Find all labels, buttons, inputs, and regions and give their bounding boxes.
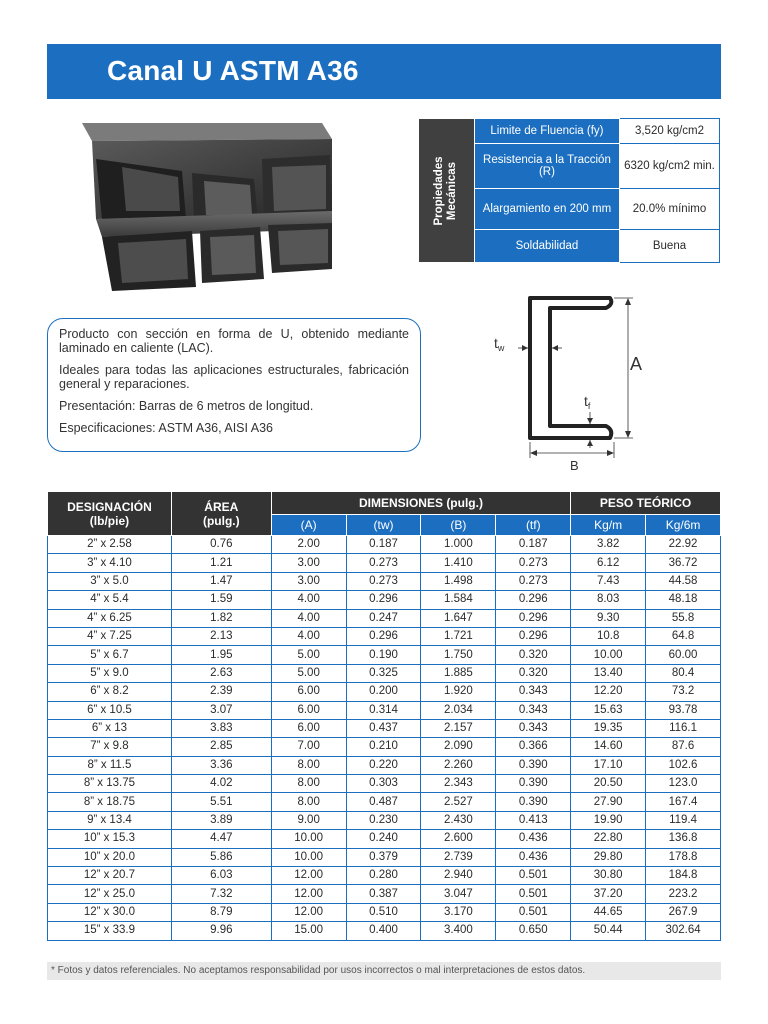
table-cell: 50.44 <box>571 922 646 940</box>
header-dimensiones: DIMENSIONES (pulg.) <box>271 492 571 515</box>
table-cell: 0.390 <box>496 756 571 774</box>
table-cell: 2.13 <box>171 627 271 645</box>
table-cell: 5.00 <box>271 664 346 682</box>
table-cell: 0.273 <box>346 572 421 590</box>
table-cell: 2” x 2.58 <box>48 536 172 554</box>
table-row <box>48 885 721 903</box>
table-cell: 6.12 <box>571 554 646 572</box>
table-cell: 0.296 <box>496 627 571 645</box>
table-cell: 0.187 <box>496 536 571 554</box>
table-cell: 0.273 <box>496 572 571 590</box>
property-label: Soldabilidad <box>474 230 619 263</box>
table-cell: 87.6 <box>646 738 721 756</box>
table-cell: 12” x 25.0 <box>48 885 172 903</box>
header-area <box>171 492 271 536</box>
table-cell: 73.2 <box>646 683 721 701</box>
table-cell: 102.6 <box>646 756 721 774</box>
table-cell: 20.50 <box>571 775 646 793</box>
table-cell: 4.47 <box>171 830 271 848</box>
table-row <box>48 811 721 829</box>
table-cell: 5.86 <box>171 848 271 866</box>
property-value: Buena <box>620 230 720 263</box>
table-cell: 0.343 <box>496 683 571 701</box>
table-cell: 3.36 <box>171 756 271 774</box>
dimensions-table <box>47 491 721 941</box>
table-cell: 37.20 <box>571 885 646 903</box>
table-cell: 2.260 <box>421 756 496 774</box>
table-row <box>48 793 721 811</box>
table-cell: 0.190 <box>346 646 421 664</box>
table-cell: 184.8 <box>646 867 721 885</box>
table-row <box>48 627 721 645</box>
table-cell: 48.18 <box>646 591 721 609</box>
table-cell: 0.273 <box>346 554 421 572</box>
table-row <box>48 756 721 774</box>
table-cell: 4” x 7.25 <box>48 627 172 645</box>
subheader-kg-m: Kg/m <box>571 515 646 536</box>
table-cell: 0.390 <box>496 793 571 811</box>
table-cell: 0.296 <box>346 591 421 609</box>
table-cell: 6” x 13 <box>48 719 172 737</box>
table-cell: 7.32 <box>171 885 271 903</box>
table-cell: 1.647 <box>421 609 496 627</box>
table-cell: 9” x 13.4 <box>48 811 172 829</box>
table-cell: 22.92 <box>646 536 721 554</box>
group-label-line2: Mecánicas <box>446 161 459 220</box>
table-row <box>48 830 721 848</box>
table-cell: 2.600 <box>421 830 496 848</box>
table-cell: 10” x 20.0 <box>48 848 172 866</box>
table-cell: 0.273 <box>496 554 571 572</box>
table-cell: 5” x 6.7 <box>48 646 172 664</box>
table-cell: 4.00 <box>271 591 346 609</box>
table-cell: 14.60 <box>571 738 646 756</box>
table-row <box>48 683 721 701</box>
header-designacion-line1: DESIGNACIÓN <box>67 499 152 514</box>
property-label: Resistencia a la Tracción (R) <box>474 144 619 189</box>
table-cell: 13.40 <box>571 664 646 682</box>
table-cell: 0.379 <box>346 848 421 866</box>
table-row <box>48 572 721 590</box>
table-cell: 64.8 <box>646 627 721 645</box>
table-cell: 0.320 <box>496 664 571 682</box>
table-cell: 0.247 <box>346 609 421 627</box>
table-cell: 0.187 <box>346 536 421 554</box>
table-cell: 5.00 <box>271 646 346 664</box>
table-cell: 2.39 <box>171 683 271 701</box>
table-cell: 2.090 <box>421 738 496 756</box>
table-cell: 4.00 <box>271 609 346 627</box>
table-cell: 44.58 <box>646 572 721 590</box>
property-value: 3,520 kg/cm2 <box>620 119 720 144</box>
table-row <box>48 591 721 609</box>
table-cell: 12.00 <box>271 903 346 921</box>
tw-subscript: w <box>497 343 505 353</box>
table-cell: 0.437 <box>346 719 421 737</box>
table-cell: 0.296 <box>346 627 421 645</box>
table-cell: 8.03 <box>571 591 646 609</box>
table-cell: 1.885 <box>421 664 496 682</box>
table-cell: 0.303 <box>346 775 421 793</box>
property-label: Alargamiento en 200 mm <box>474 189 619 230</box>
table-cell: 1.498 <box>421 572 496 590</box>
table-cell: 3.170 <box>421 903 496 921</box>
table-cell: 4.00 <box>271 627 346 645</box>
table-cell: 1.21 <box>171 554 271 572</box>
header-area-line2: (pulg.) <box>202 513 240 528</box>
table-cell: 3.400 <box>421 922 496 940</box>
table-cell: 5” x 9.0 <box>48 664 172 682</box>
table-cell: 1.82 <box>171 609 271 627</box>
table-row <box>48 609 721 627</box>
disclaimer-footer: * Fotos y datos referenciales. No aceptamos responsabilidad por usos incorrectos o mal interpretaciones de estos datos. <box>47 962 721 980</box>
property-value: 6320 kg/cm2 min. <box>620 144 720 189</box>
table-cell: 3.00 <box>271 572 346 590</box>
table-cell: 2.940 <box>421 867 496 885</box>
table-cell: 0.210 <box>346 738 421 756</box>
table-cell: 12.20 <box>571 683 646 701</box>
description-paragraph: Ideales para todas las aplicaciones estructurales, fabricación general y reparaciones. <box>59 363 409 391</box>
table-cell: 119.4 <box>646 811 721 829</box>
table-cell: 2.157 <box>421 719 496 737</box>
table-row <box>48 719 721 737</box>
table-cell: 0.220 <box>346 756 421 774</box>
table-row <box>48 775 721 793</box>
table-cell: 6.00 <box>271 701 346 719</box>
table-cell: 0.390 <box>496 775 571 793</box>
table-cell: 7.00 <box>271 738 346 756</box>
table-cell: 0.343 <box>496 701 571 719</box>
channel-section-diagram <box>488 290 658 475</box>
table-cell: 0.487 <box>346 793 421 811</box>
table-cell: 9.96 <box>171 922 271 940</box>
table-row <box>48 664 721 682</box>
table-cell: 2.343 <box>421 775 496 793</box>
table-cell: 12.00 <box>271 867 346 885</box>
table-cell: 0.230 <box>346 811 421 829</box>
table-cell: 4” x 6.25 <box>48 609 172 627</box>
group-label-line1: Propiedades <box>433 155 446 226</box>
table-cell: 1.410 <box>421 554 496 572</box>
table-row <box>48 848 721 866</box>
table-cell: 167.4 <box>646 793 721 811</box>
table-cell: 55.8 <box>646 609 721 627</box>
title-bar <box>47 44 721 99</box>
header-designacion-line2: (lb/pie) <box>89 513 130 528</box>
product-description <box>47 318 421 452</box>
table-cell: 3” x 4.10 <box>48 554 172 572</box>
table-row <box>48 554 721 572</box>
table-cell: 0.501 <box>496 885 571 903</box>
table-cell: 0.366 <box>496 738 571 756</box>
table-cell: 0.501 <box>496 903 571 921</box>
properties-group-label <box>419 119 475 263</box>
table-cell: 123.0 <box>646 775 721 793</box>
table-cell: 6.00 <box>271 719 346 737</box>
table-cell: 7” x 9.8 <box>48 738 172 756</box>
svg-text:tw <box>494 335 505 353</box>
table-row <box>48 922 721 940</box>
table-cell: 9.00 <box>271 811 346 829</box>
property-value: 20.0% mínimo <box>620 189 720 230</box>
subheader-tw: (tw) <box>346 515 421 536</box>
table-cell: 27.90 <box>571 793 646 811</box>
table-cell: 7.43 <box>571 572 646 590</box>
table-cell: 2.527 <box>421 793 496 811</box>
table-cell: 3” x 5.0 <box>48 572 172 590</box>
table-cell: 0.501 <box>496 867 571 885</box>
dimension-a-label: A <box>630 354 643 374</box>
table-cell: 3.00 <box>271 554 346 572</box>
product-photo <box>82 119 332 291</box>
table-cell: 93.78 <box>646 701 721 719</box>
table-cell: 44.65 <box>571 903 646 921</box>
table-cell: 15.63 <box>571 701 646 719</box>
table-cell: 1.584 <box>421 591 496 609</box>
table-row <box>48 738 721 756</box>
table-cell: 6.03 <box>171 867 271 885</box>
table-cell: 3.82 <box>571 536 646 554</box>
table-cell: 0.296 <box>496 609 571 627</box>
table-cell: 0.320 <box>496 646 571 664</box>
table-cell: 60.00 <box>646 646 721 664</box>
table-cell: 1.920 <box>421 683 496 701</box>
svg-text:tf <box>584 393 591 411</box>
dimension-b-label: B <box>570 458 579 473</box>
table-cell: 8.00 <box>271 775 346 793</box>
table-cell: 1.000 <box>421 536 496 554</box>
table-cell: 0.240 <box>346 830 421 848</box>
table-cell: 3.07 <box>171 701 271 719</box>
table-cell: 0.343 <box>496 719 571 737</box>
table-cell: 6” x 10.5 <box>48 701 172 719</box>
table-cell: 3.047 <box>421 885 496 903</box>
table-cell: 19.90 <box>571 811 646 829</box>
table-cell: 8.00 <box>271 793 346 811</box>
table-cell: 12.00 <box>271 885 346 903</box>
subheader-tf: (tf) <box>496 515 571 536</box>
table-cell: 223.2 <box>646 885 721 903</box>
table-cell: 10.8 <box>571 627 646 645</box>
table-cell: 12” x 30.0 <box>48 903 172 921</box>
subheader-b: (B) <box>421 515 496 536</box>
description-paragraph: Presentación: Barras de 6 metros de longitud. <box>59 399 314 413</box>
table-row <box>48 867 721 885</box>
table-cell: 0.76 <box>171 536 271 554</box>
table-row <box>48 701 721 719</box>
tw-label: t <box>494 335 498 351</box>
table-cell: 80.4 <box>646 664 721 682</box>
table-row <box>48 536 721 554</box>
description-paragraph: Producto con sección en forma de U, obtenido mediante laminado en caliente (LAC). <box>59 327 409 355</box>
table-cell: 0.387 <box>346 885 421 903</box>
table-cell: 19.35 <box>571 719 646 737</box>
table-cell: 15” x 33.9 <box>48 922 172 940</box>
table-cell: 6.00 <box>271 683 346 701</box>
table-cell: 1.47 <box>171 572 271 590</box>
table-cell: 30.80 <box>571 867 646 885</box>
table-cell: 1.721 <box>421 627 496 645</box>
table-cell: 3.89 <box>171 811 271 829</box>
table-cell: 29.80 <box>571 848 646 866</box>
table-cell: 2.430 <box>421 811 496 829</box>
table-row <box>48 646 721 664</box>
header-peso-teorico: PESO TEÓRICO <box>571 492 721 515</box>
table-cell: 10” x 15.3 <box>48 830 172 848</box>
table-cell: 2.63 <box>171 664 271 682</box>
table-row <box>48 903 721 921</box>
table-cell: 1.59 <box>171 591 271 609</box>
table-cell: 8.00 <box>271 756 346 774</box>
table-cell: 178.8 <box>646 848 721 866</box>
table-cell: 9.30 <box>571 609 646 627</box>
page-title: Canal U ASTM A36 <box>107 55 359 86</box>
table-cell: 36.72 <box>646 554 721 572</box>
tf-label: t <box>584 393 588 409</box>
table-cell: 267.9 <box>646 903 721 921</box>
table-cell: 2.85 <box>171 738 271 756</box>
table-cell: 0.650 <box>496 922 571 940</box>
table-cell: 0.436 <box>496 848 571 866</box>
table-cell: 8.79 <box>171 903 271 921</box>
table-cell: 1.750 <box>421 646 496 664</box>
table-cell: 4” x 5.4 <box>48 591 172 609</box>
table-cell: 116.1 <box>646 719 721 737</box>
header-designacion <box>48 492 172 536</box>
table-cell: 0.280 <box>346 867 421 885</box>
table-cell: 302.64 <box>646 922 721 940</box>
table-cell: 15.00 <box>271 922 346 940</box>
table-cell: 0.314 <box>346 701 421 719</box>
dimensions-table-body <box>48 536 721 941</box>
table-cell: 12” x 20.7 <box>48 867 172 885</box>
subheader-kg-6m: Kg/6m <box>646 515 721 536</box>
table-cell: 0.400 <box>346 922 421 940</box>
table-cell: 10.00 <box>271 830 346 848</box>
mechanical-properties-table <box>418 118 720 263</box>
table-cell: 6” x 8.2 <box>48 683 172 701</box>
table-cell: 0.436 <box>496 830 571 848</box>
property-label: Limite de Fluencia (fy) <box>474 119 619 144</box>
table-cell: 17.10 <box>571 756 646 774</box>
table-cell: 4.02 <box>171 775 271 793</box>
table-cell: 2.00 <box>271 536 346 554</box>
table-cell: 2.034 <box>421 701 496 719</box>
table-cell: 0.510 <box>346 903 421 921</box>
subheader-a: (A) <box>271 515 346 536</box>
table-cell: 2.739 <box>421 848 496 866</box>
table-cell: 0.296 <box>496 591 571 609</box>
table-cell: 8” x 13.75 <box>48 775 172 793</box>
table-cell: 22.80 <box>571 830 646 848</box>
table-cell: 0.325 <box>346 664 421 682</box>
table-cell: 0.200 <box>346 683 421 701</box>
table-cell: 10.00 <box>571 646 646 664</box>
tf-subscript: f <box>587 401 591 411</box>
table-cell: 0.413 <box>496 811 571 829</box>
table-cell: 136.8 <box>646 830 721 848</box>
table-cell: 10.00 <box>271 848 346 866</box>
table-cell: 5.51 <box>171 793 271 811</box>
description-paragraph: Especificaciones: ASTM A36, AISI A36 <box>59 421 274 435</box>
table-cell: 8” x 18.75 <box>48 793 172 811</box>
table-cell: 3.83 <box>171 719 271 737</box>
table-cell: 1.95 <box>171 646 271 664</box>
header-area-line1: ÁREA <box>204 499 239 514</box>
table-cell: 8” x 11.5 <box>48 756 172 774</box>
